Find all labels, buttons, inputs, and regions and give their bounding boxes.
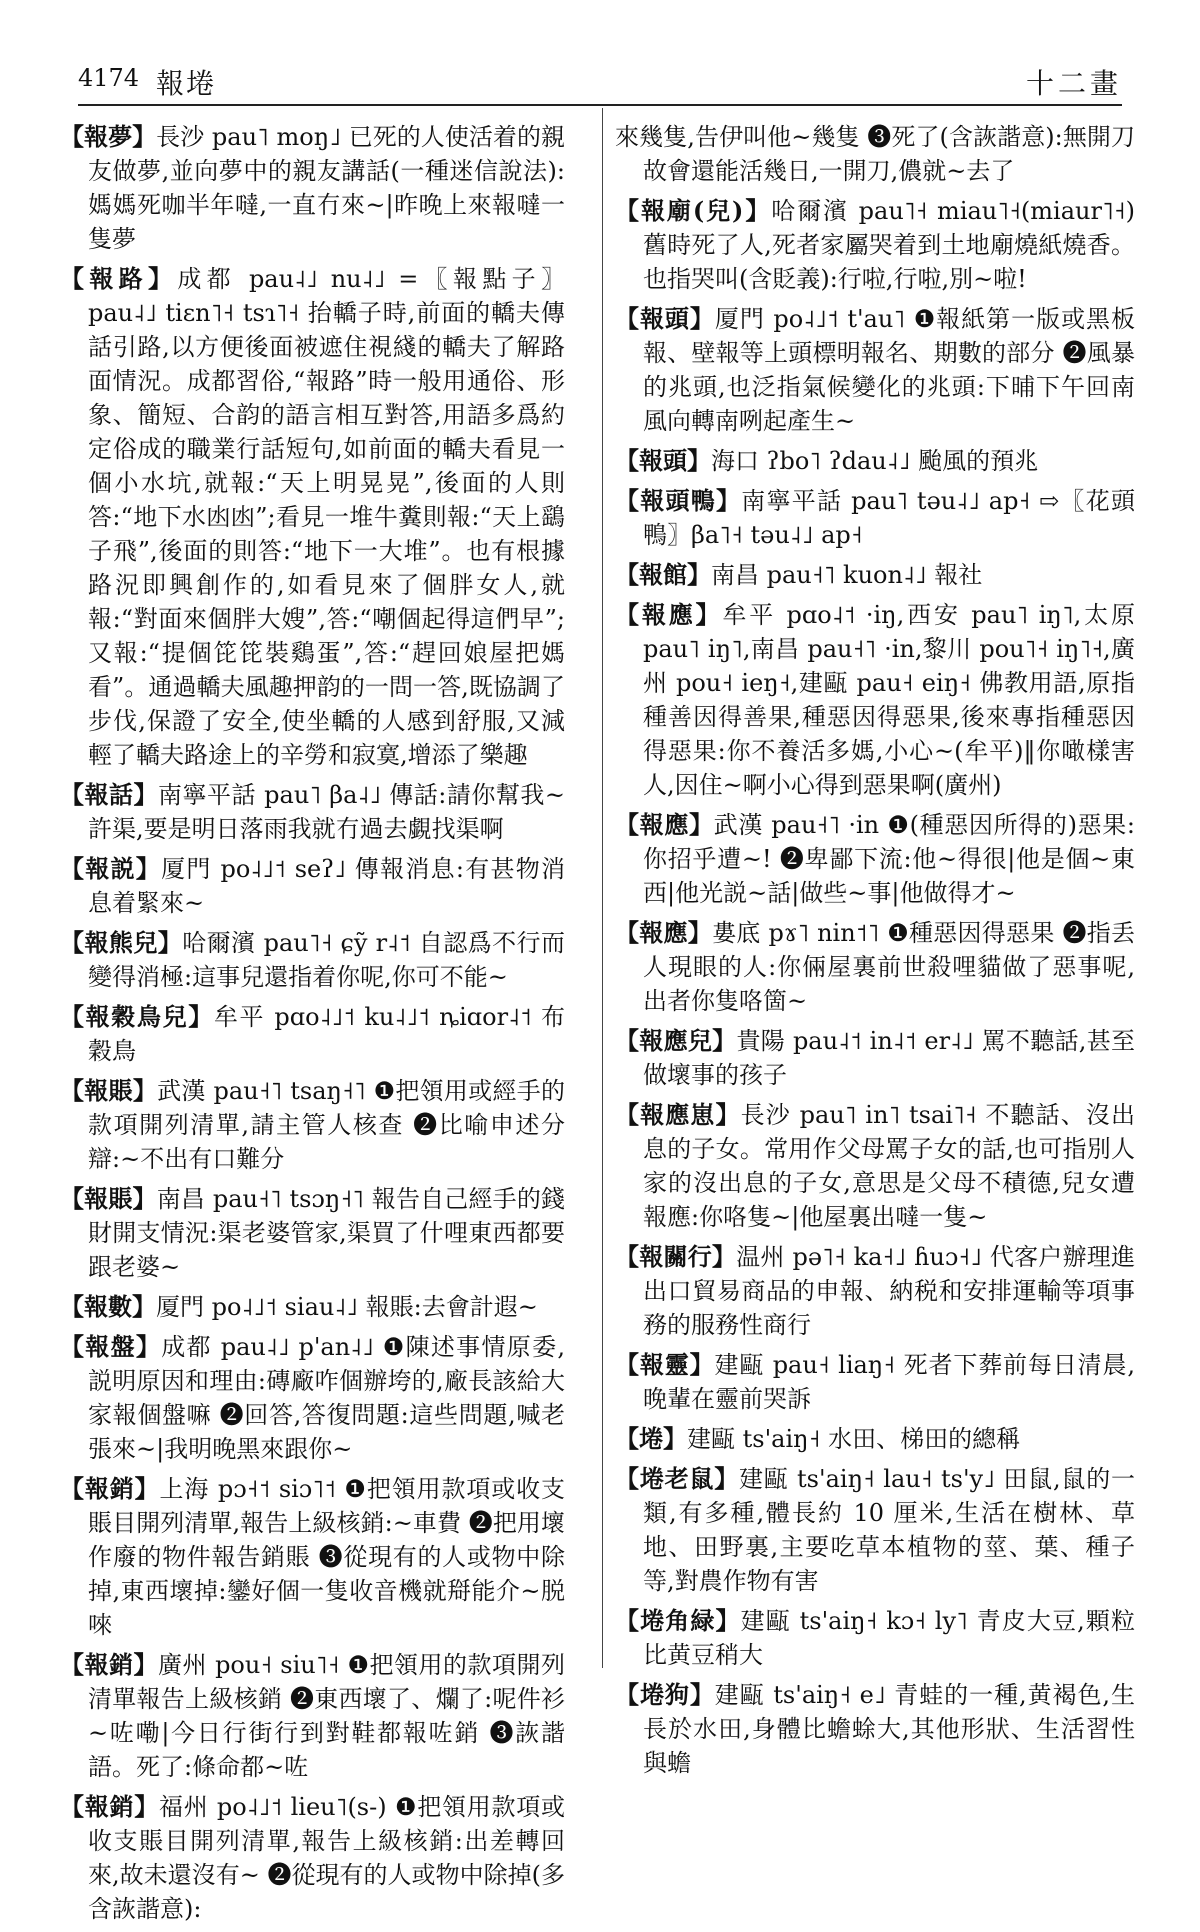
entry-headword: 【報頭鴨】 xyxy=(615,486,742,515)
dictionary-entry xyxy=(615,916,1135,1018)
dictionary-entry xyxy=(60,1000,565,1068)
dictionary-entry xyxy=(615,1422,1135,1456)
entry-definition: 福州 po˨˩˦ lieu˥(s-) ❶把領用款項或收支賬目開列清單,報告上級核銷:出差轉回來,故未還沒有~ ❷從現有的人或物中除掉(多含詼諧意): xyxy=(88,1793,565,1923)
running-head: 報埢 xyxy=(156,67,217,100)
entry-definition: 牟平 pɑo˨˦ ·iŋ,西安 pau˥ iŋ˥,太原 pau˥ iŋ˥,南昌 pau˧˥ ·in,黎川 pou˥˧ iŋ˥˧,廣州 pou˧ ieŋ˧,建甌 pau˧ eiŋ˧ 佛教用語,原指種善因得善果,種惡因得惡果,後來專指種惡因得惡果:你不養活多媽,小心~(牟平)‖你噉樣害人,因住~啊小心得到惡果啊(廣州) xyxy=(643,601,1135,799)
right-column xyxy=(615,120,1135,1786)
entry-definition: 建甌 ts'aiŋ˧ kɔ˧ ly˥ 青皮大豆,顆粒比黄豆稍大 xyxy=(643,1607,1135,1669)
dictionary-entry xyxy=(615,558,1135,592)
dictionary-entry xyxy=(615,808,1135,910)
entry-headword: 【報賬】 xyxy=(60,1184,157,1213)
entry-headword: 【報賬】 xyxy=(60,1076,158,1105)
entry-definition: 成都 pau˨˩ nu˨˩ =〖報點子〗 pau˨˩ tiɛn˥˧ tsɿ˥˧ 抬轎子時,前面的轎夫傳話引路,以方便後面被遮住視綫的轎夫了解路面情況。成都習俗,“報路”時一般用通俗、形象、簡短、合韵的語言相互對答,用語多爲約定俗成的職業行話短句,如前面的轎夫看見一個小水坑,就報:“天上明晃晃”,後面的人則答:“地下水凼凼”;看見一堆牛糞則報:“天上鷂子飛”,後面的則答:“地下一大堆”。也有根據路況即興創作的,如看見來了個胖女人,就報:“對面來個胖大嫂”,答:“嘲個起得這們早”;又報:“提個笓笓裝鷄蛋”,答:“趕回娘屋把媽看”。通過轎夫風趣押韵的一問一答,既協調了步伐,保證了安全,使坐轎的人感到舒服,又減輕了轎夫路途上的辛勞和寂寞,增添了樂趣 xyxy=(88,265,566,769)
entry-definition: 廣州 pou˧ siu˥˧ ❶把領用的款項開列清單報告上級核銷 ❷東西壞了、爛了:呢件衫~咗嘞|今日行街行到對鞋都報咗銷 ❸詼諧語。死了:條命都~咗 xyxy=(88,1651,565,1781)
entry-definition: 南昌 pau˧˥ tsɔŋ˧˥ 報告自己經手的錢財開支情況:渠老婆管家,渠買了什哩東西都要跟老婆~ xyxy=(88,1185,566,1281)
dictionary-entry xyxy=(615,1462,1135,1598)
dictionary-entry xyxy=(60,852,565,920)
dictionary-entry xyxy=(60,1790,565,1926)
entry-headword: 【報穀鳥兒】 xyxy=(60,1002,214,1031)
entry-headword: 【報應】 xyxy=(615,918,713,947)
entry-definition: 長沙 pau˥ in˥ tsai˥˧ 不聽話、沒出息的子女。常用作父母罵子女的話,也可指別人家的沒出息的子女,意思是父母不積德,兒女遭報應:你咯隻~|他屋裏出噠一隻~ xyxy=(643,1101,1135,1231)
dictionary-entry xyxy=(615,598,1135,802)
entry-definition: 建甌 ts'aiŋ˧ 水田、梯田的總稱 xyxy=(687,1425,1021,1453)
dictionary-entry xyxy=(60,926,565,994)
entry-definition: 建甌 pau˧ liaŋ˧ 死者下葬前每日清晨,晚輩在靈前哭訴 xyxy=(643,1351,1136,1413)
dictionary-entry xyxy=(60,1648,565,1784)
dictionary-entry xyxy=(615,1678,1135,1780)
entry-headword: 【報頭】 xyxy=(615,446,711,475)
entry-definition: 上海 pɔ˧˦ siɔ˥˦ ❶把領用款項或收支賬目開列清單,報告上級核銷:~車費 ❷把用壞作廢的物件報告銷賬 ❸從現有的人或物中除掉,東西壞掉:鑾好個一隻收音機就搿能介~脱唻 xyxy=(88,1475,566,1639)
dictionary-entry xyxy=(615,444,1135,478)
entry-headword: 【報路】 xyxy=(60,264,178,293)
entry-headword: 【報數】 xyxy=(60,1292,156,1321)
entry-headword: 【報應崽】 xyxy=(615,1100,741,1129)
entry-definition: 建甌 ts'aiŋ˧ e˩ 青蛙的一種,黄褐色,生長於水田,身體比蟾蜍大,其他形狀、生活習性與蟾 xyxy=(643,1681,1136,1777)
dictionary-entry xyxy=(615,1024,1135,1092)
entry-headword: 【埢老鼠】 xyxy=(615,1464,739,1493)
left-column xyxy=(60,120,565,1932)
entry-definition: 哈爾濱 pau˥˧ miau˥˧(miaur˥˧) 舊時死了人,死者家屬哭着到土地廟燒紙燒香。也指哭叫(含貶義):行啦,行啦,別~啦! xyxy=(643,197,1135,293)
dictionary-entry xyxy=(60,1290,565,1324)
entry-headword: 【報夢】 xyxy=(60,122,157,151)
entry-headword: 【報盤】 xyxy=(60,1332,162,1361)
entry-definition: 成都 pau˨˩ p'an˨˩ ❶陳述事情原委,説明原因和理由:磚廠咋個辦垮的,廠長該給大家報個盤嘛 ❷回答,答復問題:這些問題,喊老張來~|我明晚黑來跟你~ xyxy=(88,1333,566,1463)
dictionary-entry xyxy=(60,1074,565,1176)
entry-definition: 武漢 pau˧˥ tsaŋ˧˥ ❶把領用或經手的款項開列清單,請主管人核查 ❷比喻申述分辯:~不出有口難分 xyxy=(88,1077,566,1173)
entry-headword: 【報銷】 xyxy=(60,1474,160,1503)
entry-headword: 【報關行】 xyxy=(615,1242,737,1271)
dictionary-entry xyxy=(60,120,565,256)
entry-definition: 厦門 po˨˩˦ siau˨˩ 報賬:去會計遐~ xyxy=(156,1293,538,1321)
entry-definition: 厦門 po˨˩˦ seʔ˩ 傳報消息:有甚物消息着緊來~ xyxy=(88,855,566,917)
dictionary-entry xyxy=(60,1472,565,1642)
entry-definition: 貴陽 pau˨˦ in˨˦ er˨˩ 罵不聽話,甚至做壞事的孩子 xyxy=(643,1027,1136,1089)
entry-headword: 【埢】 xyxy=(615,1424,687,1453)
stroke-count: 十二畫 xyxy=(1025,67,1122,100)
dictionary-entry xyxy=(615,302,1135,438)
entry-headword: 【報話】 xyxy=(60,780,159,809)
dictionary-entry xyxy=(615,194,1135,296)
entry-definition: 南昌 pau˧˥ kuon˨˩ 報社 xyxy=(711,561,983,589)
entry-headword: 【報頭】 xyxy=(615,304,715,333)
entry-headword: 【報應】 xyxy=(615,600,723,629)
dictionary-entry xyxy=(60,778,565,846)
entry-definition: 厦門 po˨˩˦ t'au˥ ❶報紙第一版或黑板報、壁報等上頭標明報名、期數的部分 ❷風暴的兆頭,也泛指氣候變化的兆頭:下晡下午回南風向轉南咧起產生~ xyxy=(643,305,1135,435)
dictionary-entry xyxy=(615,484,1135,552)
entry-headword: 【報説】 xyxy=(60,854,162,883)
entry-headword: 【報應】 xyxy=(615,810,714,839)
dictionary-entry xyxy=(615,1604,1135,1672)
entry-definition: 婁底 pɤ˥ nin˦˥ ❶種惡因得惡果 ❷指丢人現眼的人:你倆屋裏前世殺哩貓做了惡事呢,出者你隻咯箇~ xyxy=(643,919,1135,1015)
entry-headword: 【報熊兒】 xyxy=(60,928,183,957)
entry-headword: 【報靈】 xyxy=(615,1350,715,1379)
dictionary-entry xyxy=(615,1240,1135,1342)
page-header xyxy=(78,64,1122,108)
entry-headword: 【報銷】 xyxy=(60,1650,158,1679)
entry-definition: 温州 pə˥˧ ka˧˩ ɦuɔ˧˩ 代客户辦理進出口貿易商品的申報、納税和安排運輸等項事務的服務性商行 xyxy=(643,1243,1135,1339)
entry-definition: 南寧平話 pau˥ βa˨˩ 傳話:請你幫我~許渠,要是明日落雨我就冇過去覷找渠啊 xyxy=(88,781,566,843)
entry-definition: 武漢 pau˧˥ ·in ❶(種惡因所得的)惡果:你招乎遭~! ❷卑鄙下流:他~得很|他是個~東西|他光説~話|做些~事|他做得才~ xyxy=(643,811,1136,907)
dictionary-entry xyxy=(60,1182,565,1284)
entry-definition: 長沙 pau˥ moŋ˩ 已死的人使活着的親友做夢,並向夢中的親友講話(一種迷信說法):媽媽死咖半年噠,一直冇來~|昨晚上來報噠一隻夢 xyxy=(88,123,565,253)
entry-definition: 建甌 ts'aiŋ˧ lau˧ ts'y˩ 田鼠,鼠的一類,有多種,體長約 10 厘米,生活在樹林、草地、田野裏,主要吃草本植物的莖、葉、種子等,對農作物有害 xyxy=(643,1465,1135,1595)
entry-headword: 【報廟(兒)】 xyxy=(615,196,772,225)
dictionary-entry xyxy=(615,120,1135,188)
entry-headword: 【報館】 xyxy=(615,560,711,589)
entry-definition: 海口 ʔbo˥ ʔdau˨˩ 颱風的預兆 xyxy=(711,447,1039,475)
page-number: 4174 xyxy=(78,64,140,92)
column-divider xyxy=(602,108,603,1668)
entry-headword: 【埢角緑】 xyxy=(615,1606,741,1635)
entry-definition: 哈爾濱 pau˥˧ ɕỹ r˨˦ 自認爲不行而變得消極:這事兒還指着你呢,你可不能~ xyxy=(88,929,565,991)
entry-definition: 牟平 pɑo˨˩˦ ku˨˩˦ ȵiɑor˨˦ 布穀鳥 xyxy=(88,1003,566,1065)
entry-headword: 【埢狗】 xyxy=(615,1680,715,1709)
entry-definition: 來幾隻,告伊叫他~幾隻 ❸死了(含詼諧意):無開刀故會還能活幾日,一開刀,儂就~去了 xyxy=(615,123,1135,185)
dictionary-entry xyxy=(615,1098,1135,1234)
dictionary-entry xyxy=(60,1330,565,1466)
entry-definition: 南寧平話 pau˥ təu˨˩ ap˧ ⇨〖花頭鴨〗βa˥˧ təu˨˩ ap˧ xyxy=(643,487,1136,549)
entry-headword: 【報應兒】 xyxy=(615,1026,737,1055)
dictionary-entry xyxy=(615,1348,1135,1416)
entry-headword: 【報銷】 xyxy=(60,1792,160,1821)
dictionary-entry xyxy=(60,262,565,772)
header-rule xyxy=(78,104,1122,106)
